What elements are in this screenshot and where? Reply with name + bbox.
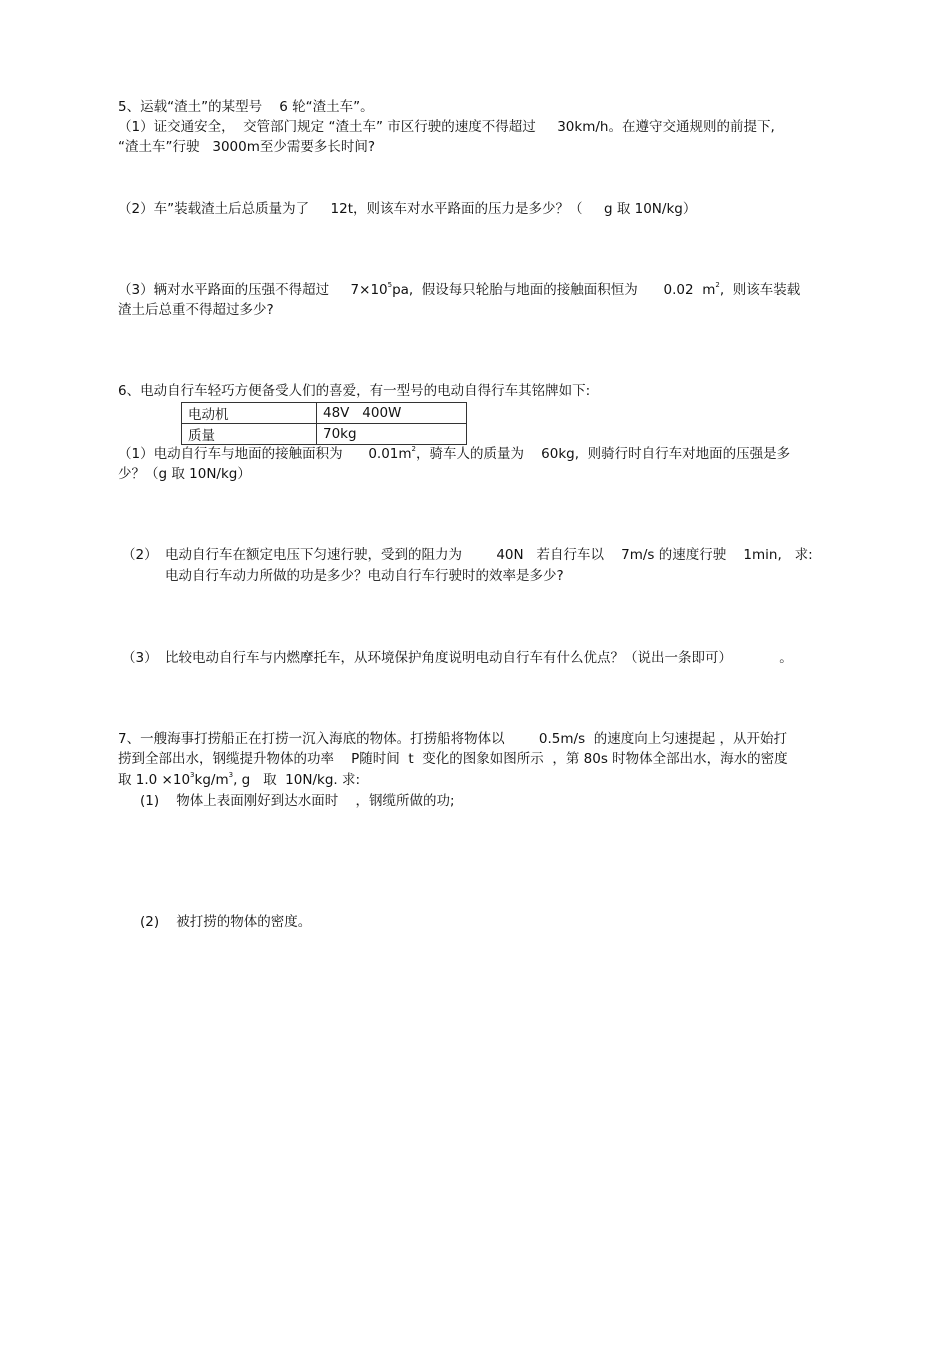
q6-part1-text-b: ，骑车人的质量为 60kg, 则骑行时自行车对地面的压强是多 [416,446,791,462]
q7-line3-exponent-2: 3 [228,771,234,779]
table-cell: 电动机 [182,403,317,424]
table-cell: 质量 [182,424,317,445]
q7-line3 [118,771,360,789]
q6-part2-line1: 电动自行车在额定电压下匀速行驶，受到的阻力为 40N 若自行车以 7m/s 的速度行驶 1min, 求: [165,547,813,563]
table-cell: 48V 400W [317,403,467,424]
q6-part2-line2: 电动自行车动力所做的功是多少？电动自行车行驶时的效率是多少? [165,568,564,584]
q5-part2: （2）车”装载渣土后总质量为了 12t，则该车对水平路面的压力是多少？（ g 取 10N/kg） [118,201,697,217]
q6-part1-line1 [118,445,790,463]
q7-line1: 7、一艘海事打捞船正在打捞一沉入海底的物体。打捞船将物体以 0.5m/s 的速度向上匀速提起 ，从开始打 [118,731,787,747]
q7-line3-text-a: 取 1.0 ×10 [118,772,191,788]
q7-subquestion-2: (2) 被打捞的物体的密度。 [140,914,312,930]
q5-part3-line2: 渣土后总重不得超过多少? [118,302,274,318]
q6-part1-exponent: 2 [411,445,417,453]
q5-title: 5、运载“渣土”的某型号 6 轮“渣土车”。 [118,99,374,115]
table-cell: 70kg [317,424,467,445]
q5-part3-text-a: （3）辆对水平路面的压强不得超过 7×10 [118,282,388,298]
table-row [182,403,467,424]
q6-part3-number: （3） [122,650,158,666]
q7-subquestion-1: (1) 物体上表面刚好到达水面时 ，钢缆所做的功; [140,793,455,809]
q5-part3-exponent-2: 2 [715,281,720,289]
q5-part1-line1: （1）证交通安全， 交管部门规定 “渣土车” 市区行驶的速度不得超过 30km/h。在遵守交通规则的前提下, [118,119,775,135]
q6-part1-line2: 少？（g 取 10N/kg） [118,466,251,482]
q7-line3-exponent: 3 [190,771,195,779]
q6-part3-line1: 比较电动自行车与内燃摩托车，从环境保护角度说明电动自行车有什么优点？（说出一条即可） 。 [165,650,793,666]
q6-part1-text-a: （1）电动自行车与地面的接触面积为 0.01m [118,446,412,462]
q6-title: 6、电动自行车轻巧方便备受人们的喜爱，有一型号的电动自得行车其铭牌如下: [118,383,591,399]
table-row [182,424,467,445]
q5-part3-line1 [118,281,800,299]
q7-line3-text-b: kg/m [194,772,229,788]
q5-part3-text-b: pa, 假设每只轮胎与地面的接触面积恒为 0.02 m [392,282,716,298]
q5-part3-exponent: 5 [387,281,393,289]
q5-part1-line2: “渣土车”行驶 3000m至少需要多长时间? [118,139,376,155]
q5-part3-text-c: , 则该车装载 [719,282,801,298]
q6-part2-number: （2） [122,547,158,563]
q7-line3-text-c: , g 取 10N/kg. 求: [233,772,361,788]
q7-line2: 捞到全部出水，钢缆提升物体的功率 P随时间 t 变化的图象如图所示 ，第 80s 时物体全部出水，海水的密度 [118,751,788,767]
nameplate-table [181,402,467,445]
